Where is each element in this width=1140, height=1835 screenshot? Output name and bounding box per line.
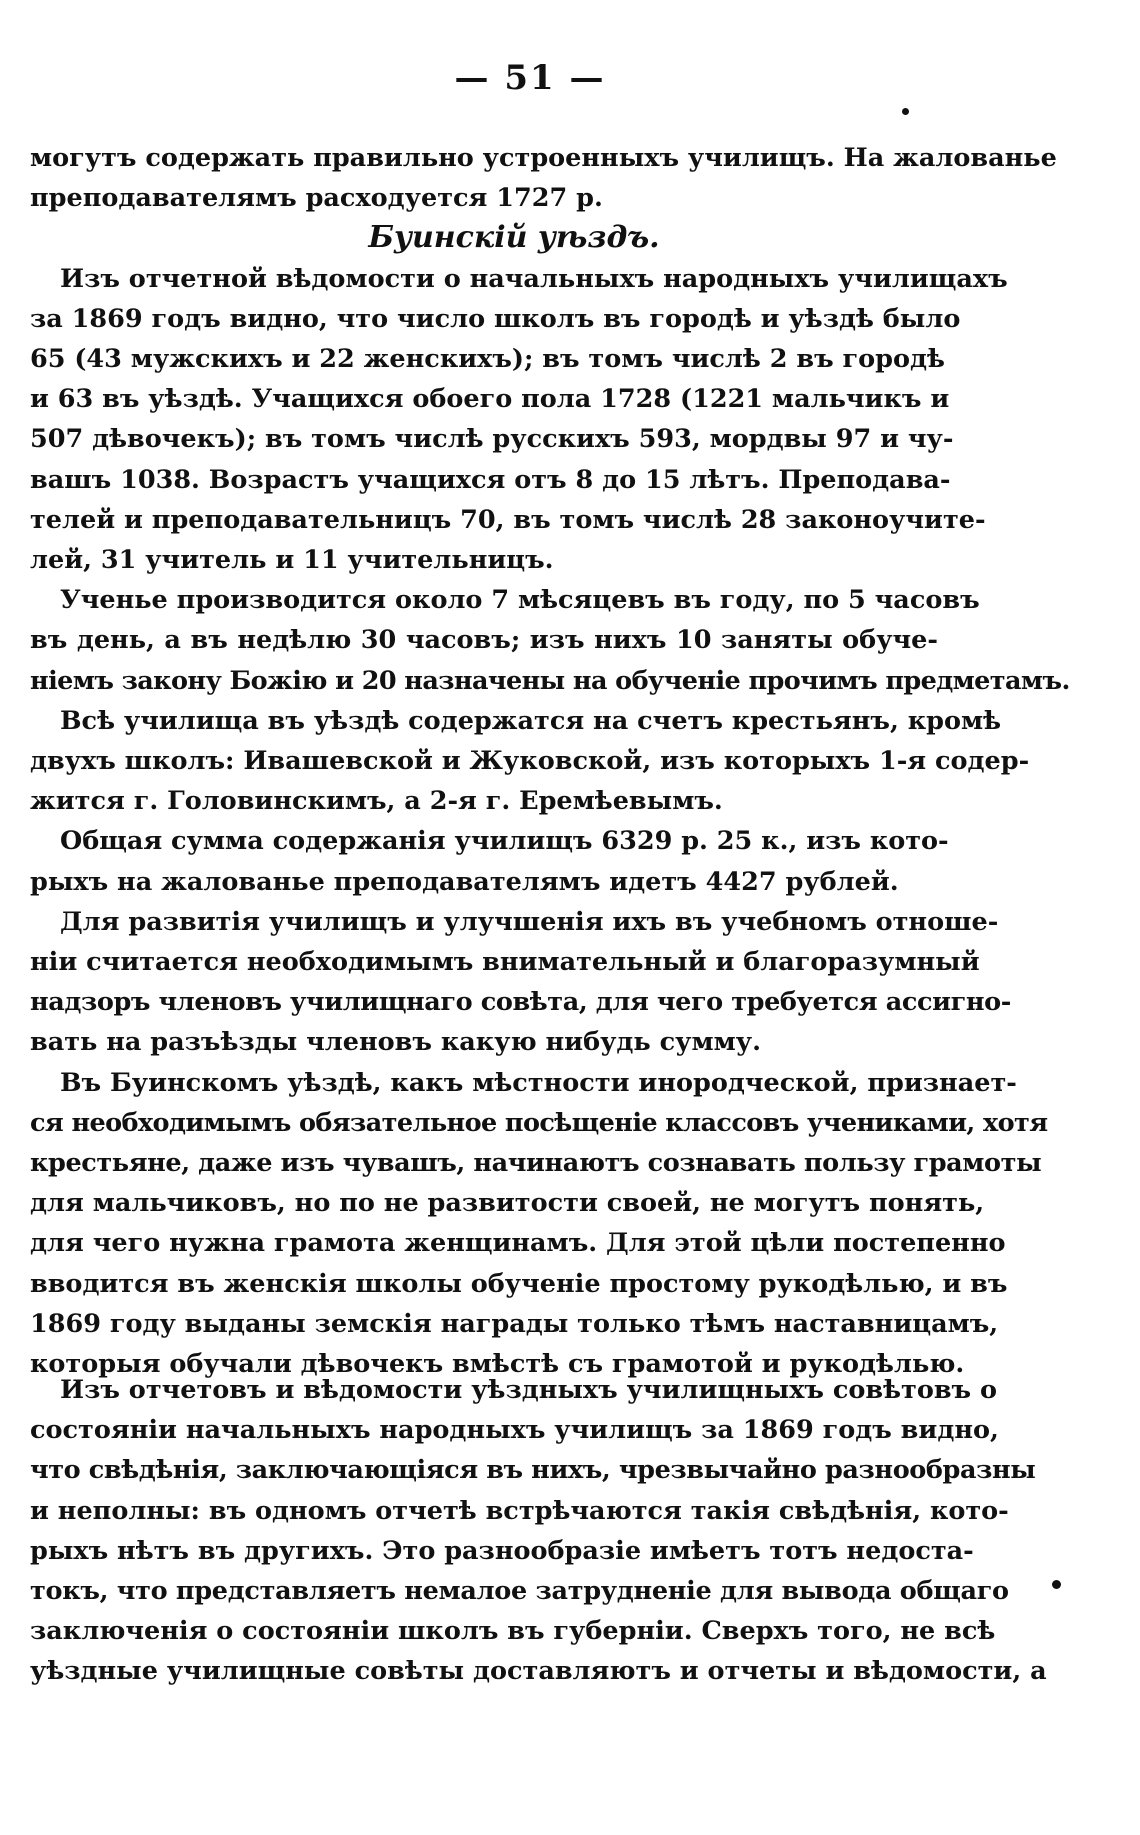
- text-line: заключенія о состояніи школъ въ губерніи. Сверхъ того, не всѣ: [30, 1616, 996, 1647]
- text-line: Изъ отчетовъ и вѣдомости уѣздныхъ училищныхъ совѣтовъ о: [60, 1375, 997, 1405]
- text-line: ся необходимымъ обязательное посѣщеніе классовъ учениками, хотя: [30, 1107, 1048, 1138]
- text-line: въ день, а въ недѣлю 30 часовъ; изъ нихъ 10 заняты обуче-: [30, 625, 938, 656]
- text-line: жится г. Головинскимъ, а 2-я г. Еремѣевымъ.: [30, 786, 723, 817]
- text-line: двухъ школъ: Ивашевской и Жуковской, изъ которыхъ 1-я содер-: [30, 746, 1030, 777]
- text-line: уѣздные училищные совѣты доставляютъ и отчеты и вѣдомости, а: [30, 1656, 1047, 1687]
- text-line: для чего нужна грамота женщинамъ. Для этой цѣли постепенно: [30, 1228, 1006, 1259]
- text-line: вводится въ женскія школы обученіе простому рукодѣлью, и въ: [30, 1268, 1008, 1299]
- text-line: надзоръ членовъ училищнаго совѣта, для чего требуется ассигно-: [30, 987, 1011, 1018]
- text-line: 1869 году выданы земскія награды только тѣмъ наставницамъ,: [30, 1308, 999, 1339]
- text-line: ніи считается необходимымъ внимательный и благоразумный: [30, 947, 980, 978]
- text-line: рыхъ нѣтъ въ другихъ. Это разнообразіе имѣетъ тотъ недоста-: [30, 1535, 974, 1566]
- text-line: вашъ 1038. Возрастъ учащихся отъ 8 до 15 лѣтъ. Преподава-: [30, 464, 951, 495]
- text-line: Всѣ училища въ уѣздѣ содержатся на счетъ крестьянъ, кромѣ: [60, 705, 1002, 736]
- text-line: состояніи начальныхъ народныхъ училищъ за 1869 годъ видно,: [30, 1415, 999, 1446]
- text-line: Изъ отчетной вѣдомости о начальныхъ народныхъ училищахъ: [60, 263, 1008, 294]
- text-line: телей и преподавательницъ 70, въ томъ числѣ 28 законоучите-: [30, 504, 986, 535]
- text-line: за 1869 годъ видно, что число школъ въ городѣ и уѣздѣ было: [30, 303, 961, 334]
- text-line: ніемъ закону Божію и 20 назначены на обученіе прочимъ предметамъ.: [30, 665, 1070, 696]
- page-number: — 51 —: [454, 58, 606, 98]
- bottom-text-block: [30, 1370, 1047, 1692]
- margin-dot: [902, 108, 909, 115]
- text-line: токъ, что представляетъ немалое затрудненіе для вывода общаго: [30, 1576, 1009, 1607]
- text-line: рыхъ на жалованье преподавателямъ идетъ 4427 рублей.: [30, 866, 899, 897]
- text-line: могутъ содержать правильно устроенныхъ училищъ. На жалованье: [30, 143, 1057, 173]
- text-line: для мальчиковъ, но по не развитости своей, не могутъ понять,: [30, 1188, 985, 1219]
- text-line: крестьяне, даже изъ чувашъ, начинаютъ сознавать пользу грамоты: [30, 1148, 1042, 1179]
- text-line: Въ Буинскомъ уѣздѣ, какъ мѣстности инородческой, признает-: [60, 1067, 1017, 1098]
- text-line: 65 (43 мужскихъ и 22 женскихъ); въ томъ числѣ 2 въ городѣ: [30, 344, 945, 375]
- text-line: Ученье производится около 7 мѣсяцевъ въ году, по 5 часовъ: [60, 585, 980, 616]
- text-line: которыя обучали дѣвочекъ вмѣстѣ съ грамотой и рукодѣлью.: [30, 1349, 965, 1380]
- text-line: и неполны: въ одномъ отчетѣ встрѣчаются такія свѣдѣнія, кото-: [30, 1495, 1009, 1526]
- text-line: преподавателямъ расходуется 1727 р.: [30, 183, 603, 214]
- text-line: Для развитія училищъ и улучшенія ихъ въ учебномъ отноше-: [60, 906, 999, 937]
- top-text-block: [30, 138, 1070, 1384]
- section-heading: Буинскій уѣздъ.: [368, 220, 660, 256]
- text-line: 507 дѣвочекъ); въ томъ числѣ русскихъ 593, мордвы 97 и чу-: [30, 424, 954, 455]
- text-line: что свѣдѣнія, заключающіяся въ нихъ, чрезвычайно разнообразны: [30, 1455, 1036, 1486]
- text-line: вать на разъѣзды членовъ какую нибудь сумму.: [30, 1027, 761, 1058]
- text-line: и 63 въ уѣздѣ. Учащихся обоего пола 1728 (1221 мальчикъ и: [30, 384, 950, 415]
- text-line: Общая сумма содержанія училищъ 6329 р. 25 к., изъ кото-: [60, 826, 949, 857]
- text-line: лей, 31 учитель и 11 учительницъ.: [30, 545, 554, 576]
- margin-dot: [1052, 1580, 1061, 1589]
